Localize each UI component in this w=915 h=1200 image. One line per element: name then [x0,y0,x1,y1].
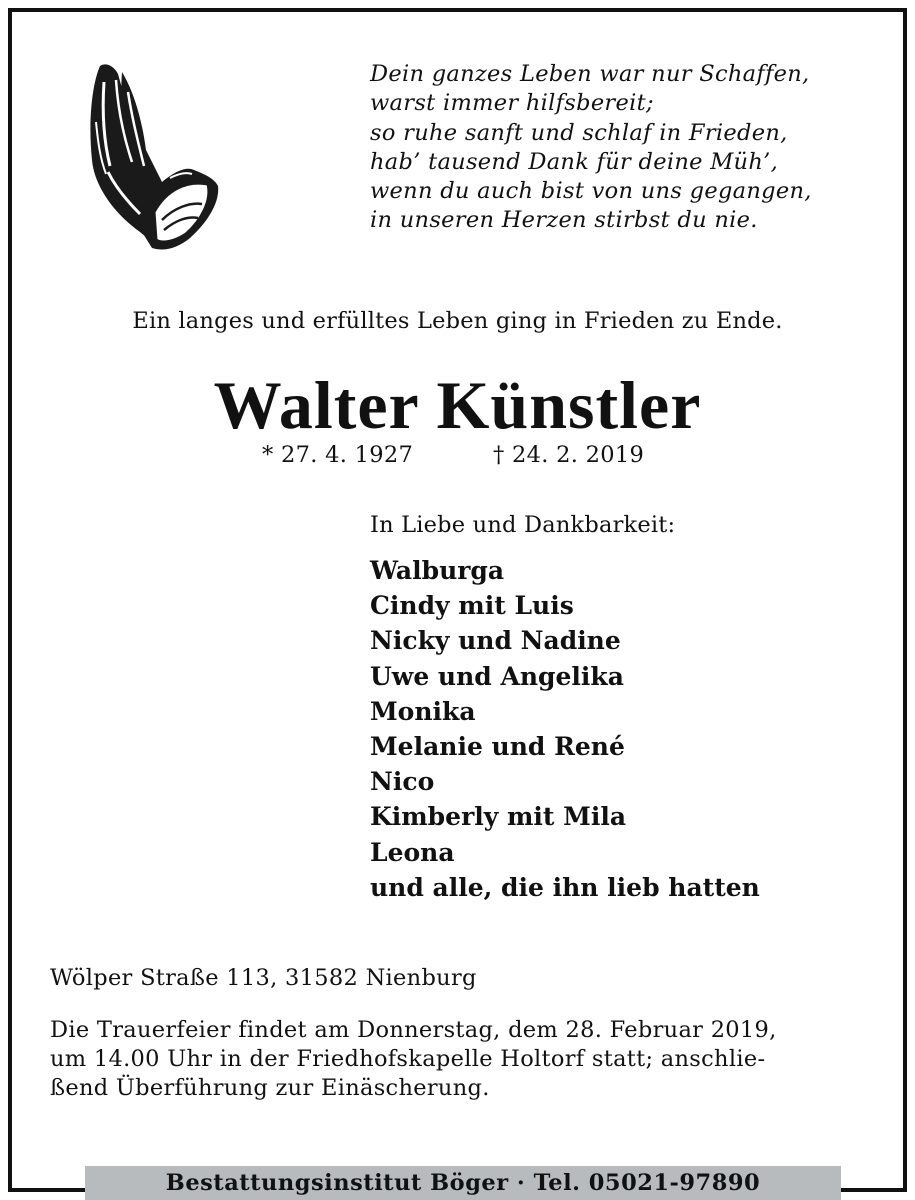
mourner-name: Melanie und René [370,731,625,761]
mourners-list [370,553,760,905]
ceremony-line: um 14.00 Uhr in der Friedhofskapelle Holtorf statt; anschlie- [50,1046,766,1072]
poem-line: in unseren Herzen stirbst du nie. [370,207,758,234]
poem [370,60,890,236]
poem-line: so ruhe sanft und schlaf in Frieden, [370,119,788,146]
ceremony-info [50,1016,870,1103]
poem-line: wenn du auch bist von uns gegangen, [370,178,812,205]
address: Wölper Straße 113, 31582 Nienburg [50,965,477,991]
mourner-name: Walburga [370,556,505,585]
birth-date: * 27. 4. 1927 [262,442,414,468]
poem-line: Dein ganzes Leben war nur Schaffen, [370,61,810,87]
poem-line: warst immer hilfsbereit; [370,90,654,117]
mourner-name: Kimberly mit Mila [370,802,627,832]
mourners-heading: In Liebe und Dankbarkeit: [370,512,676,538]
deceased-name: Walter Künstler [213,367,702,443]
intro-text: Ein langes und erfülltes Leben ging in Frieden zu Ende. [132,308,783,334]
mourner-name: Nico [370,767,435,797]
mourner-name: Uwe und Angelika [370,661,624,691]
funeral-home-banner: Bestattungsinstitut Böger · Tel. 05021-97890 [85,1166,841,1200]
praying-hands-icon [82,62,222,252]
mourner-name: Leona [370,837,455,867]
mourner-name: Cindy mit Luis [370,591,574,621]
mourner-name: und alle, die ihn lieb hatten [370,872,760,902]
ceremony-line: ßend Überführung zur Einäscherung. [50,1075,490,1101]
mourner-name: Monika [370,696,476,726]
mourner-name: Nicky und Nadine [370,626,621,656]
ceremony-line: Die Trauerfeier findet am Donnerstag, dem 28. Februar 2019, [50,1017,777,1043]
poem-line: hab’ tausend Dank für deine Müh’, [370,148,779,175]
death-date: † 24. 2. 2019 [493,442,645,468]
